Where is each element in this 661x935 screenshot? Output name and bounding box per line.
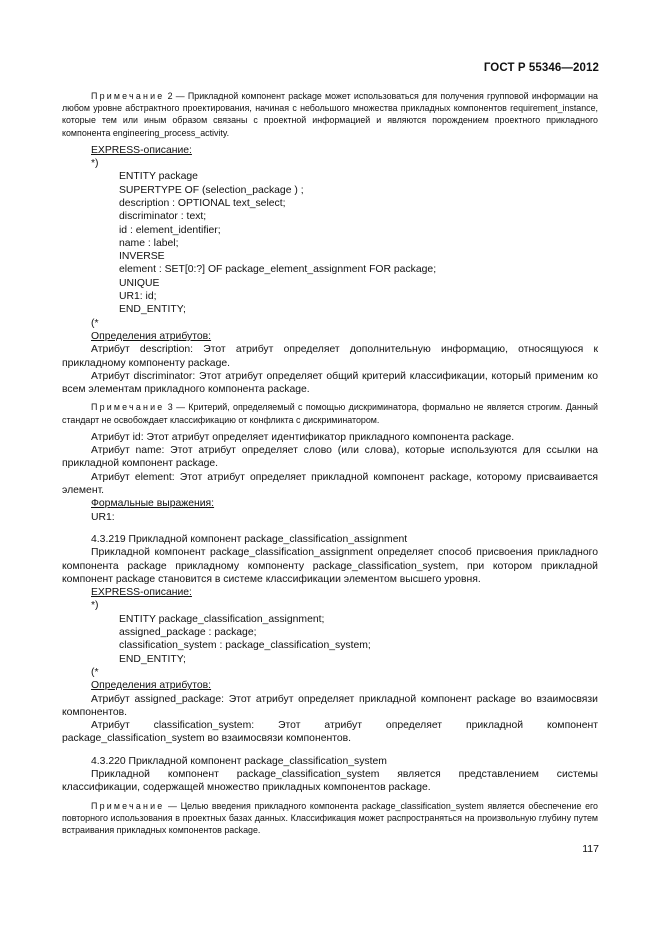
express-line: element : SET[0:?] OF package_element_assignment FOR package; <box>119 264 437 276</box>
formal-heading: Формальные выражения: <box>91 498 215 510</box>
express-line: classification_system : package_classification_system; <box>119 640 371 652</box>
page-content <box>62 90 598 836</box>
express-line: discriminator : text; <box>119 211 207 223</box>
express-close: (* <box>91 666 99 678</box>
note-label: Примечание <box>91 402 165 413</box>
attributes-heading: Определения атрибутов: <box>91 680 212 692</box>
note-section-220 <box>62 800 598 837</box>
attributes-heading: Определения атрибутов: <box>91 330 212 342</box>
attr-discriminator: Атрибут discriminator: Этот атрибут определяет общий критерий классификации, который применим ко всем элементам прикладного компонента package. <box>62 370 598 396</box>
attr-classification-system: Атрибут classification_system: Этот атрибут определяет прикладной компонент package_classification_system во взаимосвязи компонентов. <box>62 720 598 745</box>
express-line: UR1: id; <box>119 291 157 303</box>
note-text: — Целью введения прикладного компонента package_classification_system является обеспечение его повторного использования в проектных базах данных. Классификация может распространяться на произвольную глубину путем встраивания прикладных компонентов package. <box>62 800 598 835</box>
note-3 <box>62 401 598 425</box>
attr-assigned-package: Атрибут assigned_package: Этот атрибут определяет прикладной компонент package во взаимосвязи компонентов. <box>62 693 598 718</box>
express-line: END_ENTITY; <box>119 304 186 316</box>
express-line: assigned_package : package; <box>119 627 257 639</box>
note-text: 2 — Прикладной компонент package может использоваться для получения групповой информации на любом уровне абстрактного проектирования, начиная с небольшого множества прикладных компонентов requirement_instance, которые тем или иным образом связаны с проектной информацией и являются порождением проектного прикладного компонента engineering_process_activity. <box>62 91 598 138</box>
express-open: *) <box>91 600 99 612</box>
attr-id: Атрибут id: Этот атрибут определяет идентификатор прикладного компонента package. <box>91 431 515 443</box>
attr-description: Атрибут description: Этот атрибут определяет дополнительную информацию, относящуюся к прикладному компоненту package. <box>62 344 598 369</box>
express-line: ENTITY package_classification_assignment; <box>119 613 325 625</box>
express-line: id : element_identifier; <box>119 224 221 236</box>
express-line: END_ENTITY; <box>119 653 186 665</box>
express-close: (* <box>91 317 99 329</box>
page-number: 117 <box>582 843 599 855</box>
express-line: description : OPTIONAL text_select; <box>119 198 286 209</box>
express-open: *) <box>91 158 99 170</box>
attr-element: Атрибут element: Этот атрибут определяет прикладной компонент package, которому присваивается элемент. <box>62 471 598 497</box>
express-line: INVERSE <box>119 251 165 263</box>
section-219-text: Прикладной компонент package_classification_assignment определяет способ присвоения прикладного компонента package прикладному компоненту package_classification_system, при котором прикладной компонент package становится в системе классификации элементом высшего уровня. <box>62 547 598 585</box>
express-heading: EXPRESS-описание: <box>91 587 192 599</box>
note-label: Примечание <box>91 91 165 101</box>
express-line: ENTITY package <box>119 171 198 183</box>
section-220-text: Прикладной компонент package_classification_system является представлением системы классификации, содержащей множество прикладных компонентов package. <box>62 768 598 794</box>
express-line: name : label; <box>119 237 179 249</box>
express-line: SUPERTYPE OF (selection_package ) ; <box>119 184 304 196</box>
express-line: UNIQUE <box>119 277 160 289</box>
formal-rule: UR1: <box>91 511 115 523</box>
attr-name: Атрибут name: Этот атрибут определяет слово (или слова), которые используются для ссылки на прикладной компонент package. <box>62 445 598 470</box>
note-label: Примечание <box>91 800 165 811</box>
note-text: 3 — Критерий, определяемый с помощью дискриминатора, формально не является строгим. Данный стандарт не освобождает классификацию от конфликта с дискриминатором. <box>62 402 598 425</box>
express-heading: EXPRESS-описание: <box>91 144 192 156</box>
standard-code: ГОСТ Р 55346—2012 <box>483 62 599 74</box>
section-220-title: 4.3.220 Прикладной компонент package_classification_system <box>91 755 387 767</box>
section-219-title: 4.3.219 Прикладной компонент package_classification_assignment <box>91 533 408 545</box>
note-2 <box>62 90 598 139</box>
